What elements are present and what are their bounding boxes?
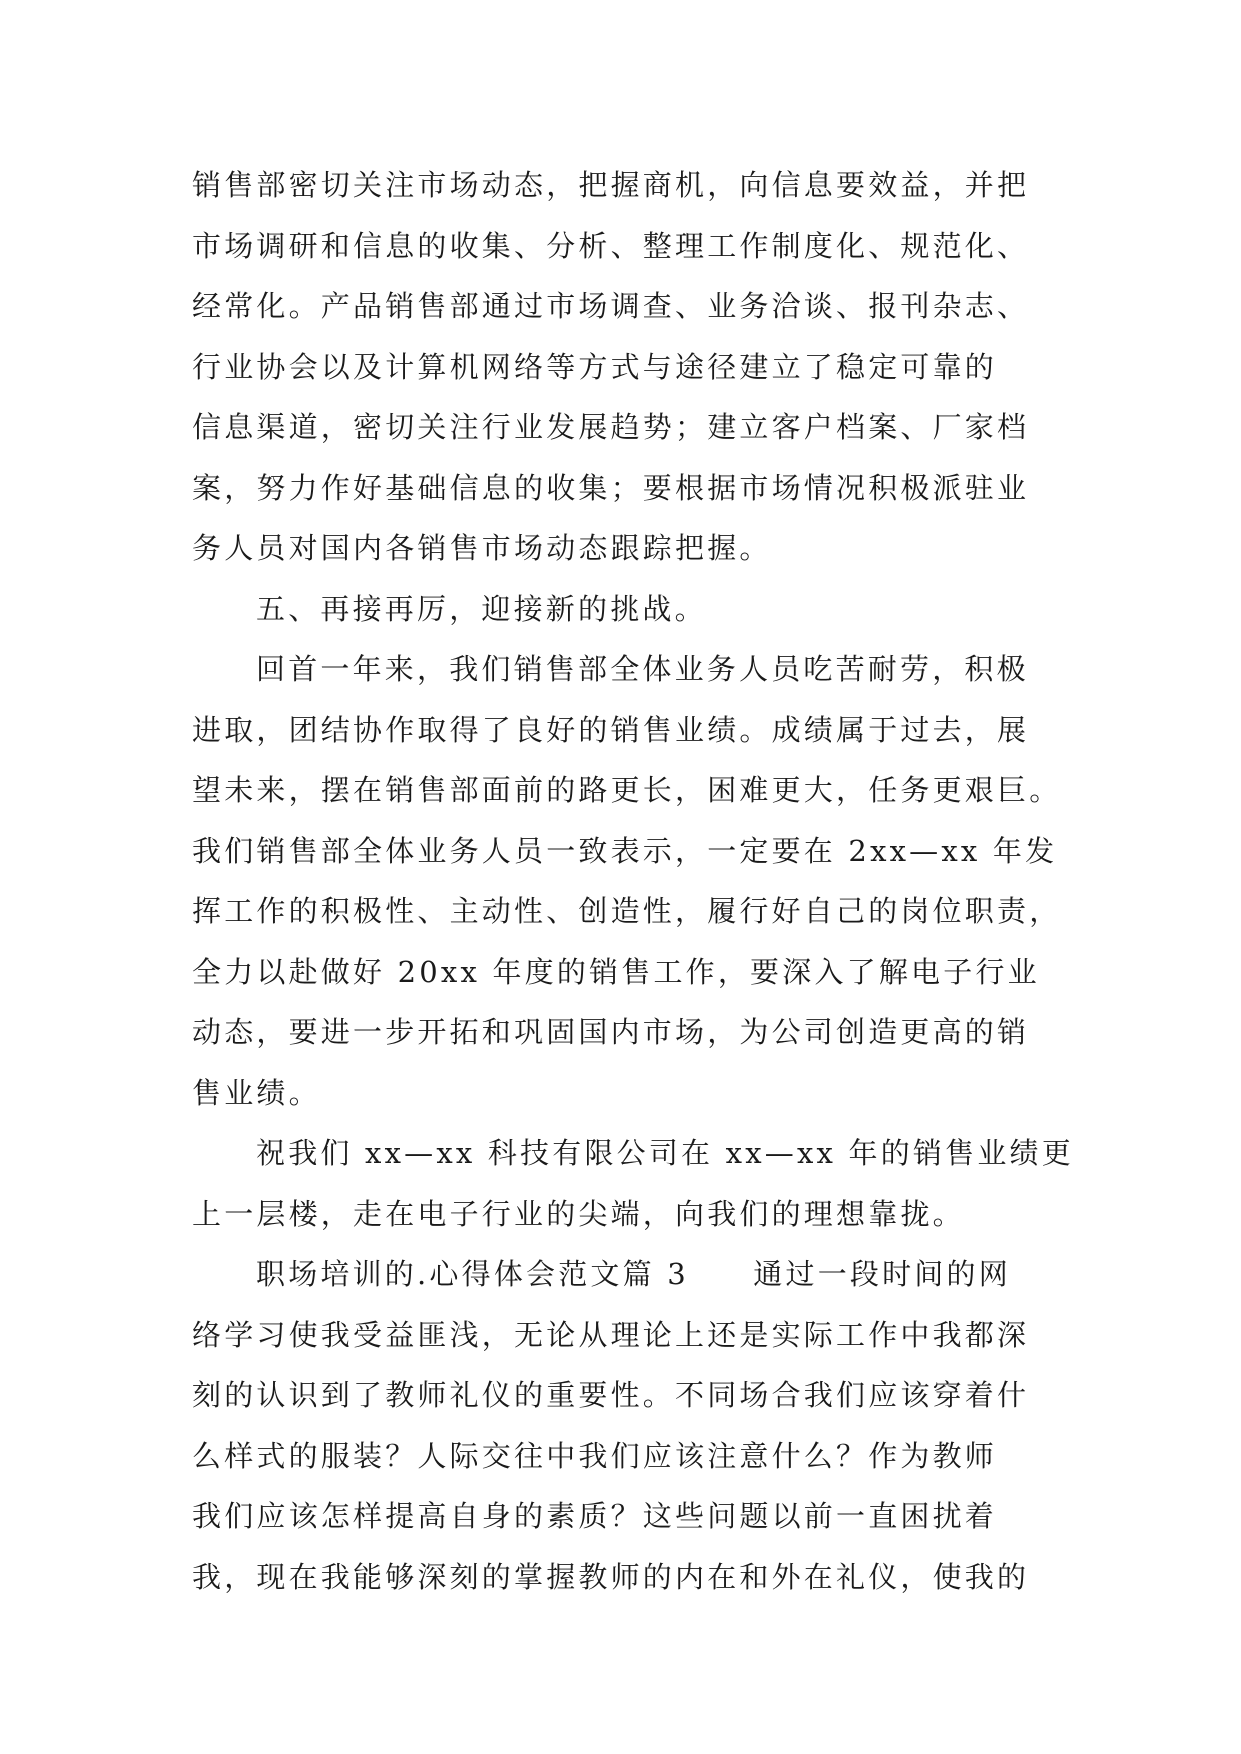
text-line: 市场调研和信息的收集、分析、整理工作制度化、规范化、 (192, 228, 1030, 263)
text-line: 络学习使我受益匪浅，无论从理论上还是实际工作中我都深 (192, 1317, 1030, 1352)
text-line: 我们应该怎样提高自身的素质？这些问题以前一直困扰着 (192, 1499, 998, 1533)
text-line: 销售部密切关注市场动态，把握商机，向信息要效益，并把 (192, 168, 1030, 202)
text-line: 五、再接再厉，迎接新的挑战。 (256, 591, 707, 626)
text-line: 回首一年来，我们销售部全体业务人员吃苦耐劳，积极 (256, 652, 1029, 686)
text-line: 刻的认识到了教师礼仪的重要性。不同场合我们应该穿着什 (192, 1378, 1030, 1412)
text-line: 进取，团结协作取得了良好的销售业绩。成绩属于过去，展 (192, 712, 1030, 747)
text-line: 全力以赴做好 20xx 年度的销售工作，要深入了解电子行业 (192, 954, 1040, 989)
text-line: 我，现在我能够深刻的掌握教师的内在和外在礼仪，使我的 (192, 1559, 1030, 1594)
text-line: 务人员对国内各销售市场动态跟踪把握。 (192, 531, 772, 565)
text-line: 上一层楼，走在电子行业的尖端，向我们的理想靠拢。 (192, 1196, 965, 1231)
text-line: 经常化。产品销售部通过市场调查、业务洽谈、报刊杂志、 (192, 289, 1030, 323)
text-line: 案，努力作好基础信息的收集；要根据市场情况积极派驻业 (192, 470, 1030, 505)
text-line: 信息渠道，密切关注行业发展趋势；建立客户档案、厂家档 (192, 410, 1030, 444)
text-line: 望未来，摆在销售部面前的路更长，困难更大，任务更艰巨。 (192, 773, 1062, 807)
text-line: 祝我们 xx—xx 科技有限公司在 xx—xx 年的销售业绩更 (256, 1136, 1074, 1170)
text-line: 行业协会以及计算机网络等方式与途径建立了稳定可靠的 (192, 349, 998, 384)
text-line: 我们销售部全体业务人员一致表示，一定要在 2xx—xx 年发 (192, 833, 1058, 868)
document-body (192, 155, 1072, 1607)
text-line: 挥工作的积极性、主动性、创造性，履行好自己的岗位职责， (192, 894, 1062, 928)
text-line: 动态，要进一步开拓和巩固国内市场，为公司创造更高的销 (192, 1015, 1030, 1049)
text-line: 售业绩。 (192, 1075, 321, 1110)
text-line: 么样式的服装？人际交往中我们应该注意什么？作为教师 (192, 1438, 998, 1473)
text-line: 职场培训的.心得体会范文篇 3 通过一段时间的网 (256, 1257, 1011, 1291)
